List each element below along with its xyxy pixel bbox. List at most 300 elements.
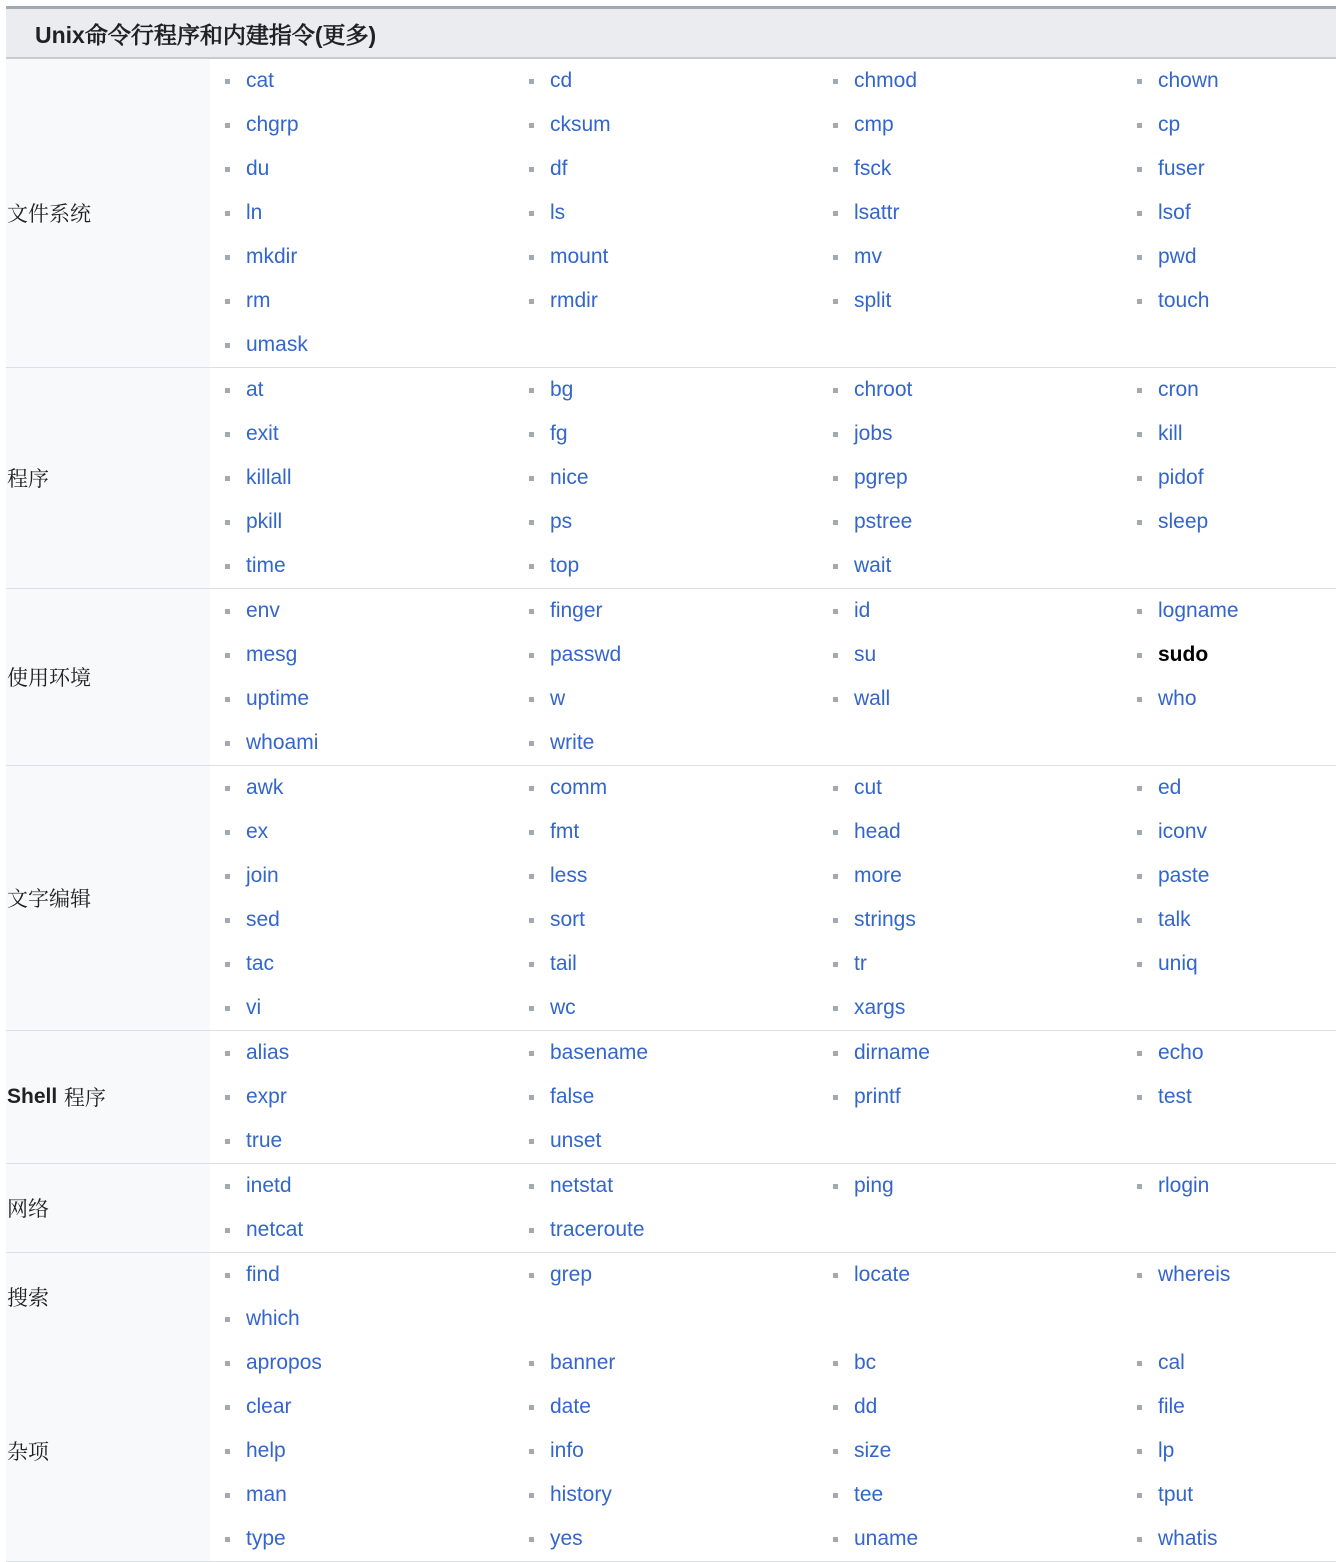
group-label-user-environment[interactable] xyxy=(6,589,210,765)
group-label-text: 使用环境 xyxy=(7,666,91,690)
command-link-cron[interactable] xyxy=(1134,368,1336,412)
command-link-rmdir[interactable] xyxy=(526,279,830,323)
command-link-ed[interactable] xyxy=(1134,766,1336,810)
bullet-icon xyxy=(225,918,230,923)
command-label: chgrp xyxy=(246,113,299,136)
group-label-text: 程序 xyxy=(7,467,49,491)
bullet-icon xyxy=(225,653,230,658)
command-label: chmod xyxy=(854,69,918,92)
bullet-icon xyxy=(1137,1449,1142,1454)
bullet-icon xyxy=(529,962,534,967)
bullet-icon xyxy=(833,1051,838,1056)
command-label: sort xyxy=(550,908,586,931)
command-label: sed xyxy=(246,908,280,931)
bullet-icon xyxy=(833,1095,838,1100)
command-link-history[interactable] xyxy=(526,1473,830,1517)
command-link-lsof[interactable] xyxy=(1134,191,1336,235)
bullet-icon xyxy=(225,697,230,702)
bullet-icon xyxy=(529,255,534,260)
navbox-title[interactable]: Unix命令行程序和内建指令(更多) xyxy=(6,9,1336,59)
command-label: tac xyxy=(246,952,275,975)
bullet-icon xyxy=(833,388,838,393)
bullet-icon xyxy=(225,211,230,216)
command-link-cat[interactable] xyxy=(222,59,526,103)
command-label: less xyxy=(550,864,588,887)
command-link-umask[interactable] xyxy=(222,323,526,367)
bullet-icon xyxy=(1137,388,1142,393)
command-link-finger[interactable] xyxy=(526,589,830,633)
group-row-miscellaneous xyxy=(6,1341,1336,1562)
command-link-iconv[interactable] xyxy=(1134,810,1336,854)
bullet-icon xyxy=(225,79,230,84)
command-label: uniq xyxy=(1158,952,1198,975)
command-label: help xyxy=(246,1439,286,1462)
command-link-expr[interactable] xyxy=(222,1075,526,1119)
bullet-icon xyxy=(1137,697,1142,702)
group-label-text: 搜索 xyxy=(7,1286,49,1310)
bullet-icon xyxy=(1137,1361,1142,1366)
bullet-icon xyxy=(529,1139,534,1144)
command-label: yes xyxy=(550,1527,583,1550)
bullet-icon xyxy=(529,830,534,835)
command-label: finger xyxy=(550,599,603,622)
bullet-icon xyxy=(1137,476,1142,481)
command-link-rlogin[interactable] xyxy=(1134,1164,1336,1208)
command-label: more xyxy=(854,864,902,887)
command-link-netstat[interactable] xyxy=(526,1164,830,1208)
command-link-at[interactable] xyxy=(222,368,526,412)
command-label: tail xyxy=(550,952,577,975)
command-link-passwd[interactable] xyxy=(526,633,830,677)
command-link-fsck[interactable] xyxy=(830,147,1134,191)
command-link-pkill[interactable] xyxy=(222,500,526,544)
bullet-icon xyxy=(225,432,230,437)
command-link-chown[interactable] xyxy=(1134,59,1336,103)
command-link-dirname[interactable] xyxy=(830,1031,1134,1075)
group-label-miscellaneous[interactable] xyxy=(6,1341,210,1561)
command-link-wait[interactable] xyxy=(830,544,1134,588)
command-link-tr[interactable] xyxy=(830,942,1134,986)
bullet-icon xyxy=(1137,211,1142,216)
bullet-icon xyxy=(529,1537,534,1542)
command-label: traceroute xyxy=(550,1218,645,1241)
bullet-icon xyxy=(833,697,838,702)
group-label-filesystem[interactable] xyxy=(6,59,210,367)
command-label: cp xyxy=(1158,113,1181,136)
command-link-man[interactable] xyxy=(222,1473,526,1517)
command-label: history xyxy=(550,1483,612,1506)
command-link-join[interactable] xyxy=(222,854,526,898)
command-link-date[interactable] xyxy=(526,1385,830,1429)
command-label: id xyxy=(854,599,871,622)
command-label: mkdir xyxy=(246,245,298,268)
command-link-nice[interactable] xyxy=(526,456,830,500)
command-list xyxy=(210,368,1336,588)
command-label: whatis xyxy=(1158,1527,1218,1550)
command-label: mount xyxy=(550,245,609,268)
command-label: tput xyxy=(1158,1483,1194,1506)
command-label: cd xyxy=(550,69,573,92)
command-link-id[interactable] xyxy=(830,589,1134,633)
group-label-networking[interactable] xyxy=(6,1164,210,1252)
bullet-icon xyxy=(1137,1273,1142,1278)
bullet-icon xyxy=(833,123,838,128)
command-list xyxy=(210,1253,1336,1341)
command-link-top[interactable] xyxy=(526,544,830,588)
bullet-icon xyxy=(1137,299,1142,304)
command-link-locate[interactable] xyxy=(830,1253,1134,1297)
bullet-icon xyxy=(529,1006,534,1011)
command-label: ls xyxy=(550,201,566,224)
bullet-icon xyxy=(1137,79,1142,84)
command-link-grep[interactable] xyxy=(526,1253,830,1297)
command-link-lp[interactable] xyxy=(1134,1429,1336,1473)
command-label: lp xyxy=(1158,1439,1175,1462)
command-link-fg[interactable] xyxy=(526,412,830,456)
bullet-icon xyxy=(1137,1051,1142,1056)
command-link-less[interactable] xyxy=(526,854,830,898)
bullet-icon xyxy=(529,609,534,614)
command-link-fuser[interactable] xyxy=(1134,147,1336,191)
command-link-file[interactable] xyxy=(1134,1385,1336,1429)
command-label: whoami xyxy=(246,731,319,754)
command-link-strings[interactable] xyxy=(830,898,1134,942)
navbox-body xyxy=(6,59,1336,1562)
command-link-mount[interactable] xyxy=(526,235,830,279)
bullet-icon xyxy=(1137,1493,1142,1498)
command-link-w[interactable] xyxy=(526,677,830,721)
command-link-cd[interactable] xyxy=(526,59,830,103)
bullet-icon xyxy=(833,1273,838,1278)
command-link-fmt[interactable] xyxy=(526,810,830,854)
command-label: info xyxy=(550,1439,584,1462)
command-label: fuser xyxy=(1158,157,1205,180)
bullet-icon xyxy=(833,299,838,304)
command-link-who[interactable] xyxy=(1134,677,1336,721)
command-link-chroot[interactable] xyxy=(830,368,1134,412)
command-link-bg[interactable] xyxy=(526,368,830,412)
command-label: head xyxy=(854,820,901,843)
command-link-paste[interactable] xyxy=(1134,854,1336,898)
command-link-true[interactable] xyxy=(222,1119,526,1163)
command-list xyxy=(210,766,1336,1030)
bullet-icon xyxy=(833,476,838,481)
command-link-sleep[interactable] xyxy=(1134,500,1336,544)
command-link-time[interactable] xyxy=(222,544,526,588)
command-link-cksum[interactable] xyxy=(526,103,830,147)
group-label-searching[interactable] xyxy=(6,1253,210,1341)
command-link-uptime[interactable] xyxy=(222,677,526,721)
bullet-icon xyxy=(833,1449,838,1454)
command-link-uname[interactable] xyxy=(830,1517,1134,1561)
command-link-help[interactable] xyxy=(222,1429,526,1473)
command-label: env xyxy=(246,599,280,622)
bullet-icon xyxy=(225,1228,230,1233)
command-link-wc[interactable] xyxy=(526,986,830,1030)
command-link-ex[interactable] xyxy=(222,810,526,854)
command-label: lsof xyxy=(1158,201,1191,224)
bullet-icon xyxy=(1137,123,1142,128)
bullet-icon xyxy=(833,432,838,437)
command-link-chmod[interactable] xyxy=(830,59,1134,103)
bullet-icon xyxy=(529,123,534,128)
command-link-find[interactable] xyxy=(222,1253,526,1297)
bullet-icon xyxy=(529,1405,534,1410)
bullet-icon xyxy=(833,918,838,923)
command-link-cmp[interactable] xyxy=(830,103,1134,147)
command-link-pstree[interactable] xyxy=(830,500,1134,544)
command-link-which[interactable] xyxy=(222,1297,526,1341)
command-link-type[interactable] xyxy=(222,1517,526,1561)
command-label: split xyxy=(854,289,892,312)
group-label-text: 网络 xyxy=(7,1197,49,1221)
bullet-icon xyxy=(529,432,534,437)
command-link-cal[interactable] xyxy=(1134,1341,1336,1385)
bullet-icon xyxy=(529,211,534,216)
command-link-wall[interactable] xyxy=(830,677,1134,721)
command-link-basename[interactable] xyxy=(526,1031,830,1075)
bullet-icon xyxy=(1137,874,1142,879)
bullet-icon xyxy=(529,874,534,879)
command-link-pwd[interactable] xyxy=(1134,235,1336,279)
bullet-icon xyxy=(529,1361,534,1366)
command-link-ping[interactable] xyxy=(830,1164,1134,1208)
command-link-tail[interactable] xyxy=(526,942,830,986)
command-link-whoami[interactable] xyxy=(222,721,526,765)
command-link-cp[interactable] xyxy=(1134,103,1336,147)
bullet-icon xyxy=(225,874,230,879)
command-label: test xyxy=(1158,1085,1192,1108)
bullet-icon xyxy=(225,1139,230,1144)
command-link-cut[interactable] xyxy=(830,766,1134,810)
command-link-unset[interactable] xyxy=(526,1119,830,1163)
command-link-uniq[interactable] xyxy=(1134,942,1336,986)
command-label: fsck xyxy=(854,157,892,180)
command-label: ln xyxy=(246,201,263,224)
command-link-split[interactable] xyxy=(830,279,1134,323)
command-label: write xyxy=(550,731,595,754)
command-label: cat xyxy=(246,69,275,92)
command-link-talk[interactable] xyxy=(1134,898,1336,942)
bullet-icon xyxy=(529,786,534,791)
group-label-text: 文字编辑 xyxy=(7,887,91,911)
group-label-text: 程序 xyxy=(63,1086,106,1110)
bullet-icon xyxy=(529,299,534,304)
command-link-pgrep[interactable] xyxy=(830,456,1134,500)
command-label: pgrep xyxy=(854,466,908,489)
bullet-icon xyxy=(529,1095,534,1100)
bullet-icon xyxy=(1137,1537,1142,1542)
command-label: du xyxy=(246,157,270,180)
bullet-icon xyxy=(529,697,534,702)
command-link-xargs[interactable] xyxy=(830,986,1134,1030)
bullet-icon xyxy=(833,1493,838,1498)
command-link-echo[interactable] xyxy=(1134,1031,1336,1075)
command-link-netcat[interactable] xyxy=(222,1208,526,1252)
command-link-tac[interactable] xyxy=(222,942,526,986)
command-link-false[interactable] xyxy=(526,1075,830,1119)
command-link-inetd[interactable] xyxy=(222,1164,526,1208)
command-label: df xyxy=(550,157,568,180)
command-link-pidof[interactable] xyxy=(1134,456,1336,500)
bullet-icon xyxy=(225,1537,230,1542)
command-link-du[interactable] xyxy=(222,147,526,191)
command-link-yes[interactable] xyxy=(526,1517,830,1561)
bullet-icon xyxy=(833,79,838,84)
command-link-test[interactable] xyxy=(1134,1075,1336,1119)
command-link-touch[interactable] xyxy=(1134,279,1336,323)
command-label: bc xyxy=(854,1351,877,1374)
command-link-jobs[interactable] xyxy=(830,412,1134,456)
command-list xyxy=(210,1164,1336,1252)
command-label: apropos xyxy=(246,1351,322,1374)
command-link-banner[interactable] xyxy=(526,1341,830,1385)
bullet-icon xyxy=(833,653,838,658)
command-link-sudo[interactable] xyxy=(1134,633,1336,677)
command-link-rm[interactable] xyxy=(222,279,526,323)
command-link-ls[interactable] xyxy=(526,191,830,235)
bullet-icon xyxy=(1137,962,1142,967)
bullet-icon xyxy=(529,476,534,481)
bullet-icon xyxy=(833,1361,838,1366)
bullet-icon xyxy=(529,1051,534,1056)
bullet-icon xyxy=(225,255,230,260)
command-label: grep xyxy=(550,1263,593,1286)
bullet-icon xyxy=(225,167,230,172)
command-label: ed xyxy=(1158,776,1182,799)
command-link-awk[interactable] xyxy=(222,766,526,810)
command-link-ps[interactable] xyxy=(526,500,830,544)
command-link-exit[interactable] xyxy=(222,412,526,456)
command-link-info[interactable] xyxy=(526,1429,830,1473)
bullet-icon xyxy=(225,123,230,128)
command-link-mkdir[interactable] xyxy=(222,235,526,279)
command-link-mv[interactable] xyxy=(830,235,1134,279)
command-label: printf xyxy=(854,1085,901,1108)
command-link-dd[interactable] xyxy=(830,1385,1134,1429)
command-label: netcat xyxy=(246,1218,304,1241)
command-label: echo xyxy=(1158,1041,1204,1064)
bullet-icon xyxy=(529,1184,534,1189)
command-link-whereis[interactable] xyxy=(1134,1253,1336,1297)
command-label: umask xyxy=(246,333,308,356)
bullet-icon xyxy=(833,962,838,967)
command-label: nice xyxy=(550,466,589,489)
command-label: tee xyxy=(854,1483,884,1506)
command-link-apropos[interactable] xyxy=(222,1341,526,1385)
command-label: mv xyxy=(854,245,882,268)
bullet-icon xyxy=(1137,520,1142,525)
command-link-su[interactable] xyxy=(830,633,1134,677)
command-link-whatis[interactable] xyxy=(1134,1517,1336,1561)
command-label: awk xyxy=(246,776,284,799)
command-link-tput[interactable] xyxy=(1134,1473,1336,1517)
bullet-icon xyxy=(1137,1405,1142,1410)
group-row-searching xyxy=(6,1253,1336,1341)
bullet-icon xyxy=(833,1006,838,1011)
command-label: passwd xyxy=(550,643,622,666)
command-link-sed[interactable] xyxy=(222,898,526,942)
command-label: ping xyxy=(854,1174,894,1197)
command-label: fmt xyxy=(550,820,580,843)
command-link-lsattr[interactable] xyxy=(830,191,1134,235)
command-label: pidof xyxy=(1158,466,1204,489)
bullet-icon xyxy=(225,741,230,746)
bullet-icon xyxy=(529,1228,534,1233)
command-link-printf[interactable] xyxy=(830,1075,1134,1119)
command-label: wall xyxy=(854,687,891,710)
bullet-icon xyxy=(529,1449,534,1454)
bullet-icon xyxy=(529,1273,534,1278)
bullet-icon xyxy=(225,1184,230,1189)
command-label: sleep xyxy=(1158,510,1209,533)
group-label-text-processing[interactable] xyxy=(6,766,210,1030)
command-link-write[interactable] xyxy=(526,721,830,765)
group-label-shell-builtins[interactable] xyxy=(6,1031,210,1163)
group-label-text: 杂项 xyxy=(7,1440,49,1464)
command-label: alias xyxy=(246,1041,290,1064)
command-label: join xyxy=(246,864,279,887)
bullet-icon xyxy=(225,388,230,393)
command-label: basename xyxy=(550,1041,649,1064)
command-link-bc[interactable] xyxy=(830,1341,1134,1385)
command-list xyxy=(210,1031,1336,1163)
command-link-traceroute[interactable] xyxy=(526,1208,830,1252)
bullet-icon xyxy=(1137,653,1142,658)
command-label: chown xyxy=(1158,69,1219,92)
command-link-more[interactable] xyxy=(830,854,1134,898)
group-label-processes[interactable] xyxy=(6,368,210,588)
bullet-icon xyxy=(225,1493,230,1498)
command-link-killall[interactable] xyxy=(222,456,526,500)
command-link-sort[interactable] xyxy=(526,898,830,942)
bullet-icon xyxy=(225,609,230,614)
bullet-icon xyxy=(1137,918,1142,923)
command-link-tee[interactable] xyxy=(830,1473,1134,1517)
command-link-comm[interactable] xyxy=(526,766,830,810)
command-link-ln[interactable] xyxy=(222,191,526,235)
command-link-size[interactable] xyxy=(830,1429,1134,1473)
command-label: inetd xyxy=(246,1174,292,1197)
bullet-icon xyxy=(225,786,230,791)
command-label: mesg xyxy=(246,643,298,666)
bullet-icon xyxy=(529,741,534,746)
group-label-text: 文件系统 xyxy=(7,202,91,226)
command-link-chgrp[interactable] xyxy=(222,103,526,147)
command-link-logname[interactable] xyxy=(1134,589,1336,633)
command-link-vi[interactable] xyxy=(222,986,526,1030)
bullet-icon xyxy=(1137,609,1142,614)
command-label: netstat xyxy=(550,1174,614,1197)
command-label: wait xyxy=(854,554,892,577)
command-link-env[interactable] xyxy=(222,589,526,633)
command-link-mesg[interactable] xyxy=(222,633,526,677)
command-link-clear[interactable] xyxy=(222,1385,526,1429)
command-label: vi xyxy=(246,996,262,1019)
bullet-icon xyxy=(833,255,838,260)
bullet-icon xyxy=(529,918,534,923)
command-label: lsattr xyxy=(854,201,900,224)
command-label: time xyxy=(246,554,286,577)
command-label: date xyxy=(550,1395,591,1418)
command-link-head[interactable] xyxy=(830,810,1134,854)
command-link-alias[interactable] xyxy=(222,1031,526,1075)
command-link-df[interactable] xyxy=(526,147,830,191)
command-label: bg xyxy=(550,378,574,401)
bullet-icon xyxy=(225,343,230,348)
command-link-kill[interactable] xyxy=(1134,412,1336,456)
command-label: exit xyxy=(246,422,279,445)
